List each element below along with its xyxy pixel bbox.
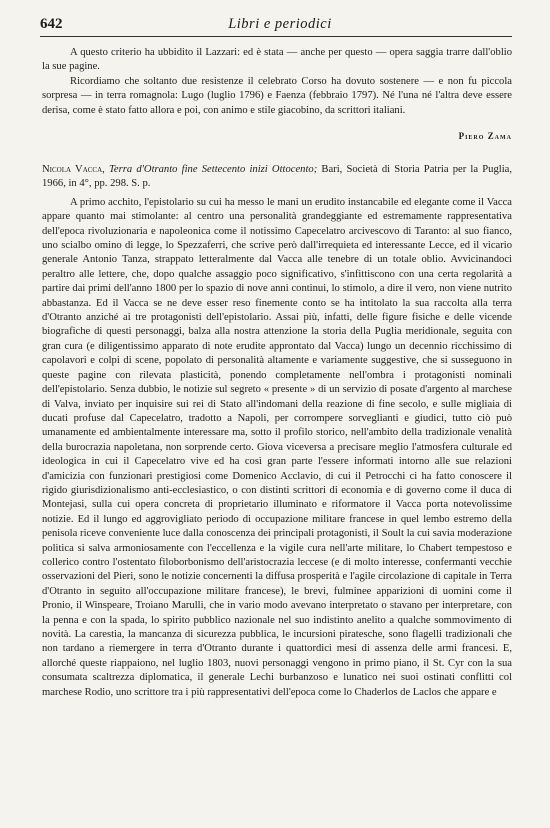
- citation-author: Nicola Vacca,: [42, 164, 105, 175]
- page-header: [40, 16, 520, 36]
- previous-review-ending: [42, 46, 512, 118]
- citation: [42, 163, 512, 192]
- page-number: 642: [40, 16, 63, 32]
- review-body: A primo acchito, l'epistolario su cui ha messo le mani un erudito instancabile ed elegante come il Vacca appare quanto mai stimolante: al centro una personalità grandeggiante ed estremamente rappresentativa dell'epoca rivoluzionaria e napoleonica come il notissimo Capecelatro arcivescovo di Taranto: al suo fianco, uno scialbo omino di legge, lo Spezzaferri, che scrive però dall'irrequieta ed interessante Lecce, ed il vicario generale Antonio Tanza, strappato letteralmente dal Vacca alle tenebre di un totale oblio. Avvicinandoci peraltro alle lettere, che, dopo qualche assaggio poco significativo, s'infittiscono con una certa regolarità a partire dai primi dell'anno 1800 per lo spazio di nove anni continui, lo stimolo, a dire il vero, non viene nutrito abbastanza. Ed il Vacca se ne deve esser reso finemente conto se ha intitolato la sua raccolta alla terra d'Otranto anziché ai tre protagonisti dell'epistolario. Assai più, infatti, delle figure fisiche e delle vicende biografiche di questi personaggi, balza alla nostra attenzione la storia della Puglia meridionale, seguita con gran cura (e diligentissimo apparato di note erudite approntato dal Vacca) lungo un decennio ricchissimo di capolavori e colpi di scene, popolato di personalità altamente e variamente suggestive, che si susseguono in queste pagine con rilevata plasticità, ponendo completamente nell'ombra i protagonisti nominali dell'epistolario. Senza dubbio, le notizie sul segreto « presente » di un servizio di posate d'argento al marchese di Valva, inviato per inquisire sui rei di Stato all'indomani della reazione di fine secolo, e sulle migliaia di ducati profuse dal Capecelatro, tradotto a Napoli, per corrompere sorveglianti e giudici, tutto ciò può umanamente ed ambientalmente interessare ma, sotto il profilo storico, nell'ambito della tradizionale venalità della burocrazia napoletana, non sorprende certo. Giova viceversa a precisare meglio l'atmosfera culturale ed ideologica in cui il Capecelatro vive ed ha così gran parte l'essere informati intorno alle sue relazioni d'amicizia con funzionari prestigiosi come Domenico Acclavio, di cui il Petrocchi ci ha fatto conoscere il rigido giurisdizionalismo anti-ecclesiastico, o con distinti scrittori di economia e di governo come il duca di Montejasi, sulla cui opera concreta di proprietario illuminato e riformatore il Vacca porta notevolissime notizie. Ed il lungo ed aggrovigliato periodo di occupazione militare francese in quel lembo estremo della penisola riceve conveniente luce dalla conoscenza dei principali protagonisti, il Soult la cui savia moderazione politica si salva armoniosamente con l'eccellenza e la vigile cura nell'arte militare, lo Chabert tempestoso e collerico contro l'ostentato filoborbonismo dell'aristocrazia leccese (e di molto interesse, confermanti vecchie osservazioni del Pieri, sono le notizie concernenti la diffusa prosperità e l'agile circolazione di capitale in Terra d'Otranto in seguito all'occupazione militare francese), le brevi, fulminee apparizioni di uomini come il Pronio, il Winspeare, Troiano Marulli, che in vario modo avevano interpretato o stavano per interpretare, con la penna e con la spada, lo spirito pubblico nazionale nel suo indistinto anelito a qualche sommovimento di novità. La carestia, la mancanza di sicurezza pubblica, le incursioni piratesche, sono flagelli tradizionali che non tardano a riemergere in terra d'Otranto durante i quattordici mesi di assenza delle armi francesi. E, allorché queste riappaiono, nel luglio 1803, nuovi personaggi vengono in primo piano, il St. Cyr con la sua consumata scaltrezza diplomatica, il generale Lechi burbanzoso e lunatico nei suoi ostinati conflitti col marchese Rodio, uno scrittore tra i più rappresentativi dell'epoca come lo Chaderlos de Laclos che appare e: [42, 196, 512, 698]
- header-rule: [40, 36, 512, 37]
- review-entry: [42, 163, 512, 700]
- paragraph: Ricordiamo che soltanto due resistenze il celebrato Corso ha dovuto sostenere — e non fu piccola sorpresa — in terra romagnola: Lugo (luglio 1796) e Faenza (febbraio 1797). Né l'una né l'altra deve essere derisa, come è stato fatto allora e poi, con animo e stile giacobino, da scrittori italiani.: [42, 75, 512, 116]
- running-title: Libri e periodici: [228, 16, 332, 32]
- paragraph: A questo criterio ha ubbidito il Lazzari: ed è stata — anche per questo — opera saggia trarre dall'oblio la sue pagine.: [42, 47, 512, 73]
- citation-publication: Bari, Società di Storia Patria per la Puglia, 1966, in 4°, pp. 298. S. p.: [42, 164, 512, 190]
- citation-title: Terra d'Otranto fine Settecento inizi Ottocento;: [109, 164, 318, 175]
- reviewer-signature: Piero Zama: [458, 131, 512, 141]
